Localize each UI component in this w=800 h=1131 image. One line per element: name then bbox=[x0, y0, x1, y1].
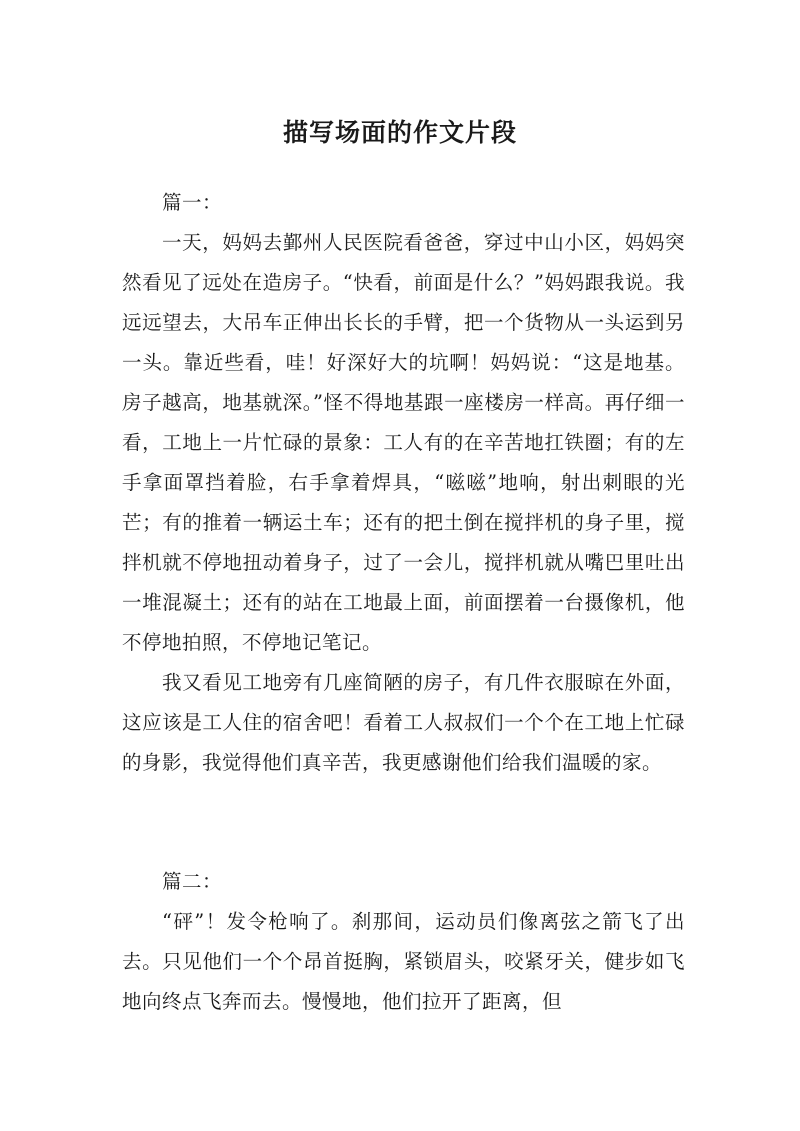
section-2-paragraph-1: “砰”！发令枪响了。刹那间，运动员们像离弦之箭飞了出去。只见他们一个个昂首挺胸，紧锁眉头，咬紧牙关，健步如飞地向终点飞奔而去。慢慢地，他们拉开了距离，但 bbox=[122, 910, 685, 1013]
section-1-label: 篇一： bbox=[162, 191, 223, 214]
section-1 bbox=[122, 183, 685, 783]
section-1-paragraph-1: 一天，妈妈去鄞州人民医院看爸爸，穿过中山小区，妈妈突然看见了远处在造房子。“快看，前面是什么？”妈妈跟我说。我远远望去，大吊车正伸出长长的手臂，把一个货物从一头运到另一头。靠近些看，哇！好深好大的坑啊！妈妈说：“这是地基。房子越高，地基就深。”怪不得地基跟一座楼房一样高。再仔细一看，工地上一片忙碌的景象：工人有的在辛苦地扛铁圈；有的左手拿面罩挡着脸，右手拿着焊具，“嗞嗞”地响，射出刺眼的光芒；有的推着一辆运土车；还有的把土倒在搅拌机的身子里，搅拌机就不停地扭动着身子，过了一会儿，搅拌机就从嘴巴里吐出一堆混凝土；还有的站在工地最上面，前面摆着一台摄像机，他不停地拍照，不停地记笔记。 bbox=[122, 231, 685, 654]
section-1-paragraph-2: 我又看见工地旁有几座简陋的房子，有几件衣服晾在外面，这应该是工人住的宿舍吧！看着工人叔叔们一个个在工地上忙碌的身影，我觉得他们真辛苦，我更感谢他们给我们温暖的家。 bbox=[122, 671, 685, 774]
section-2-label: 篇二： bbox=[162, 870, 223, 893]
section-2 bbox=[122, 862, 685, 1022]
document-title: 描写场面的作文片段 bbox=[282, 117, 517, 147]
